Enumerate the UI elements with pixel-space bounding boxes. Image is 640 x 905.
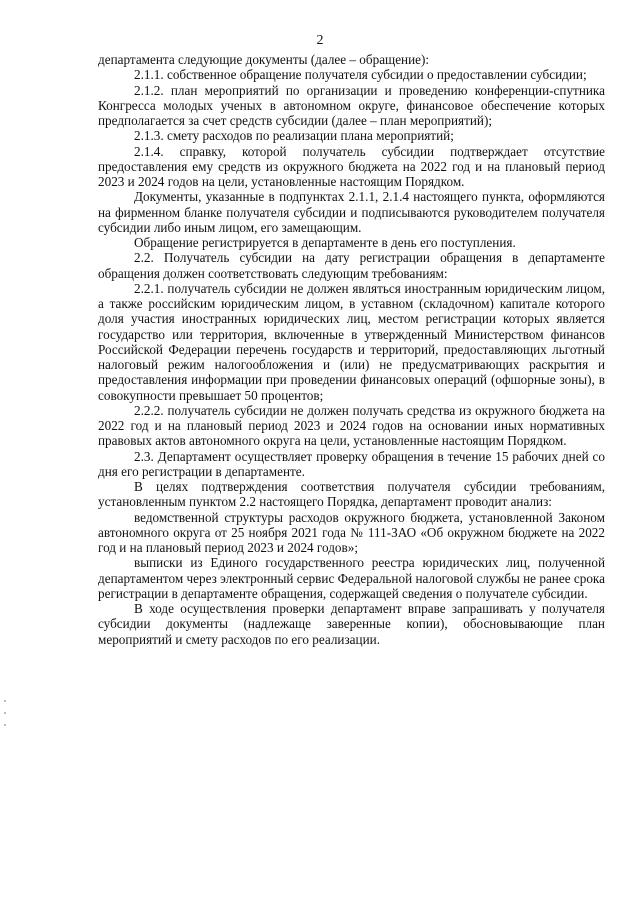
scan-dot [4,700,6,702]
scan-dot [4,724,6,726]
page-number: 2 [316,33,324,48]
paragraph-documents-format: Документы, указанные в подпунктах 2.1.1, 2.1.4 настоящего пункта, оформляются на фирменном бланке получателя субсидии и подписываются руководителем получателя субсидии либо иным лицом, его замещающим. [98,189,605,235]
paragraph-2-1-3: 2.1.3. смету расходов по реализации плана мероприятий; [134,128,454,144]
paragraph-2-2-2: 2.2.2. получатель субсидии не должен получать средства из окружного бюджета на 2022 год и на плановый период 2023 и 2024 годов на основании иных нормативных правовых актов автономного округа на цели, установленные настоящим Порядком. [98,402,605,449]
document-body [98,52,605,647]
paragraph-2-3: 2.3. Департамент осуществляет проверку обращения в течение 15 рабочих дней со дня его регистрации в департаменте. [98,448,605,479]
paragraph-2-1-1: 2.1.1. собственное обращение получателя субсидии о предоставлении субсидии; [134,67,587,83]
paragraph-2-1-2: 2.1.2. план мероприятий по организации и проведению конференции-спутника Конгресса молодых ученых в автономном округе, финансовое обеспечение которых предполагается за счет средств субсидии (далее – план мероприятий); [98,82,605,128]
paragraph-verification-intro: В целях подтверждения соответствия получателя субсидии требованиям, установленным пунктом 2.2 настоящего Порядка, департамент проводит анализ: [98,479,605,510]
scan-dot [4,712,6,714]
paragraph-budget-structure: ведомственной структуры расходов окружного бюджета, установленной Законом автономного округа от 25 ноября 2021 года № 111-ЗАО «Об окружном бюджете на 2022 год и на плановый период 2023 и 2024 годов»; [98,509,605,555]
paragraph-2-2-1: 2.2.1. получатель субсидии не должен являться иностранным юридическим лицом, а также российским юридическим лицом, в уставном (складочном) капитале которого доля участия иностранных юридических лиц, местом регистрации которых является государство или территория, включенные в утвержденный Министерством финансов Российской Федерации перечень государств и территорий, предоставляющих льготный налоговый режим налогообложения и (или) не предусматривающих раскрытия и предоставления информации при проведении финансовых операций (офшорные зоны), в совокупности превышает 50 процентов; [98,280,605,403]
paragraph-2-1-4: 2.1.4. справку, которой получатель субсидии подтверждает отсутствие предоставления ему средств из окружного бюджета на 2022 год и на плановый период 2023 и 2024 годов на цели, установленные настоящим Порядком. [98,143,605,189]
paragraph-request-documents: В ходе осуществления проверки департамент вправе запрашивать у получателя субсидии документы (надлежаще заверенные копии), обосновывающие план мероприятий и смету расходов по его реализации. [98,601,605,647]
paragraph-intro-continuation: департамента следующие документы (далее – обращение): [98,52,430,67]
paragraph-registry-extract: выписки из Единого государственного реестра юридических лиц, полученной департаментом через электронный сервис Федеральной налоговой службы не ранее срока регистрации в департаменте обращения, содержащей сведения о получателе субсидии. [98,555,605,601]
scan-margin-marks [4,700,6,736]
paragraph-2-2: 2.2. Получатель субсидии на дату регистрации обращения в департаменте обращения должен соответствовать следующим требованиям: [98,250,605,281]
paragraph-registration: Обращение регистрируется в департаменте в день его поступления. [134,235,516,250]
